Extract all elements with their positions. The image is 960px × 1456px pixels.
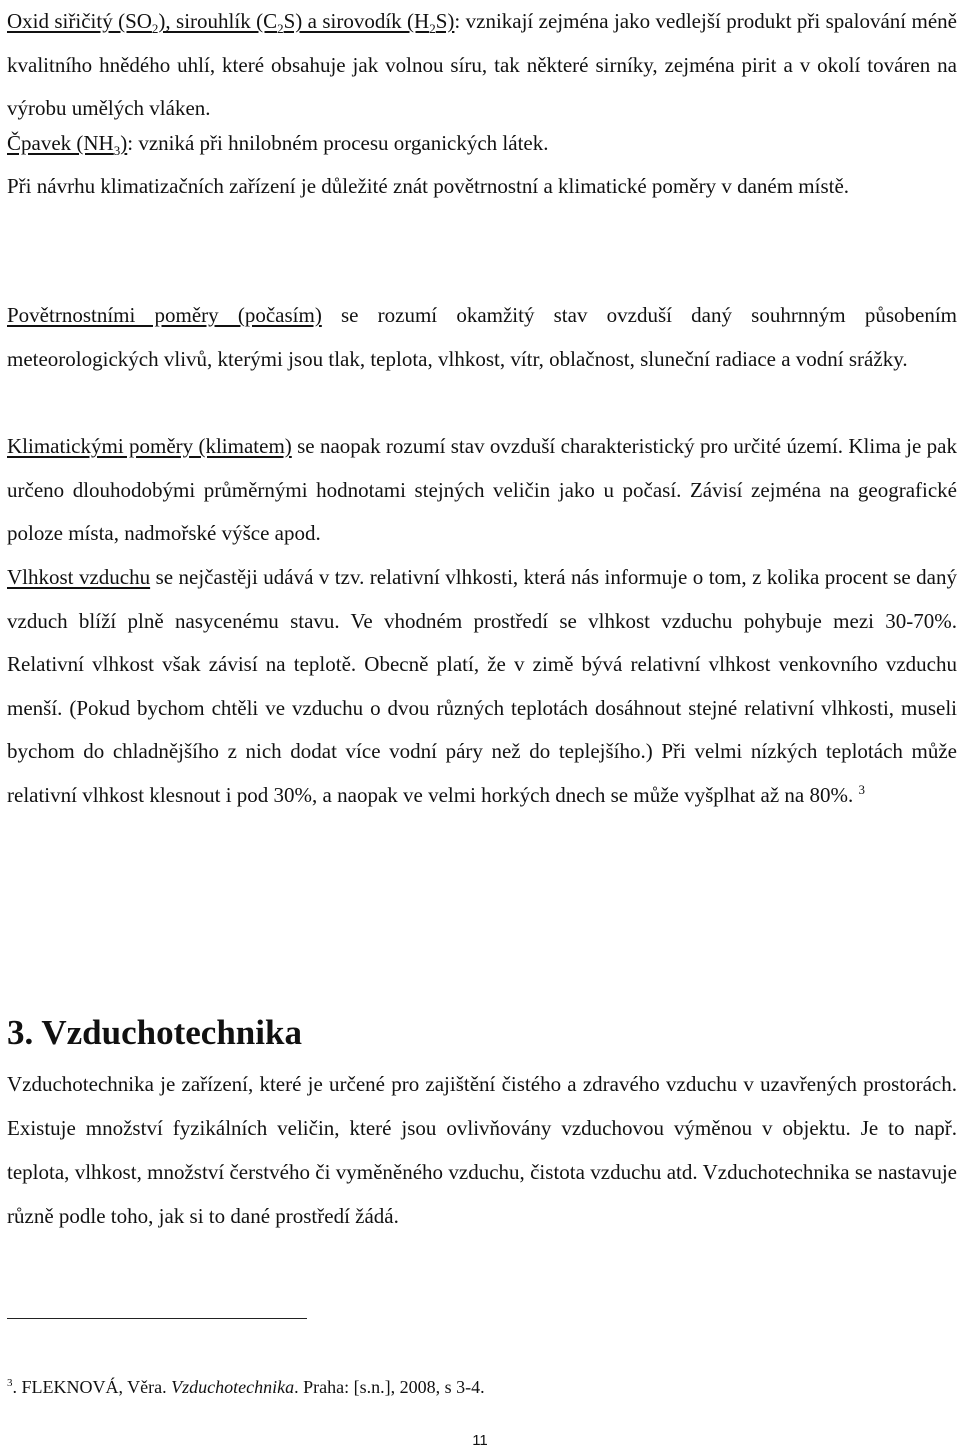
- footnote-title: Vzduchotechnika: [171, 1377, 295, 1397]
- footnote-mark: 3: [7, 1377, 13, 1389]
- paragraph-design-note: Při návrhu klimatizačních zařízení je důležité znát povětrnostní a klimatické poměry v daném místě.: [7, 174, 850, 198]
- paragraph-air-handling: Vzduchotechnika je zařízení, které je určené pro zajištění čistého a zdravého vzduchu v uzavřených prostorách. Existuje množství fyzikálních veličin, které jsou ovlivňovány vzduchovou výměnou v objektu. Je to např. teplota, vlhkost, množství čerstvého či vyměněného vzduchu, čistota vzduchu atd. Vzduchotechnika se nastavuje různě podle toho, jak si to dané prostředí žádá.: [7, 1072, 957, 1228]
- footnote-separator: [7, 1318, 307, 1319]
- paragraph-climate: [7, 425, 957, 556]
- term-weather: Povětrnostními poměry (počasím): [7, 303, 322, 327]
- paragraph-text: se naopak rozumí stav ovzduší charakteristický pro určité území. Klima je pak určeno dlouhodobými průměrnými hodnotami stejných veličin jako u počasí. Závisí zejména na geografické poloze místa, nadmořské výšce apod.: [7, 434, 957, 545]
- paragraph-sulfur-compounds: [7, 0, 957, 131]
- paragraph-ammonia: [7, 122, 957, 166]
- page-number: 11: [472, 1432, 488, 1449]
- paragraph-text: se nejčastěji udává v tzv. relativní vlhkosti, která nás informuje o tom, z kolika procent se daný vzduch blíží plně nasycenému stavu. Ve vhodném prostředí se vlhkost vzduchu pohybuje mezi 30-70%. Relativní vlhkost však závisí na teplotě. Obecně platí, že v zimě bývá relativní vlhkost venkovního vzduchu menší. (Pokud bychom chtěli ve vzduchu o dvou různých teplotách dosáhnout stejné relativní vlhkosti, museli bychom do chladnějšího z nich dodat více vodní páry než do teplejšího.) Při velmi nízkých teplotách může relativní vlhkost klesnout i pod 30%, a naopak ve velmi horkých dnech se může vyšplhat až na 80%.: [7, 565, 957, 807]
- section-heading: [7, 1008, 302, 1058]
- term-humidity: Vlhkost vzduchu: [7, 565, 151, 589]
- section-number: 3.: [7, 1013, 34, 1052]
- paragraph-text: se rozumí okamžitý stav ovzduší daný souhrnným působením meteorologických vlivů, kterými jsou tlak, teplota, vlhkost, vítr, oblačnost, sluneční radiace a vodní srážky.: [7, 303, 957, 371]
- footnote-reference: 3: [858, 781, 865, 797]
- paragraph-humidity: [7, 556, 957, 817]
- term-ammonia: Čpavek $(NH_3)$: [7, 131, 128, 159]
- section-title: Vzduchotechnika: [41, 1013, 302, 1052]
- paragraph-text: : vznikají zejména jako vedlejší produkt při spalování méně kvalitního hnědého uhlí, které obsahuje jak volnou síru, tak některé sirníky, zejména pirit a v okolí továren na výrobu umělých vláken.: [7, 9, 957, 120]
- term-sulfur-compounds: Oxid siřičitý $(SO_2)$, sirouhlík $(C_2S)$ a sirovodík $(H_2S)$: [7, 9, 455, 37]
- paragraph-weather: [7, 294, 957, 381]
- term-climate: Klimatickými poměry (klimatem): [7, 434, 292, 458]
- footnote: $^3$. FLEKNOVÁ, Věra. Vzduchotechnika. Praha: [s.n.], 2008, s 3-4.: [7, 1377, 485, 1397]
- paragraph-text: : vzniká při hnilobném procesu organických látek.: [127, 131, 549, 155]
